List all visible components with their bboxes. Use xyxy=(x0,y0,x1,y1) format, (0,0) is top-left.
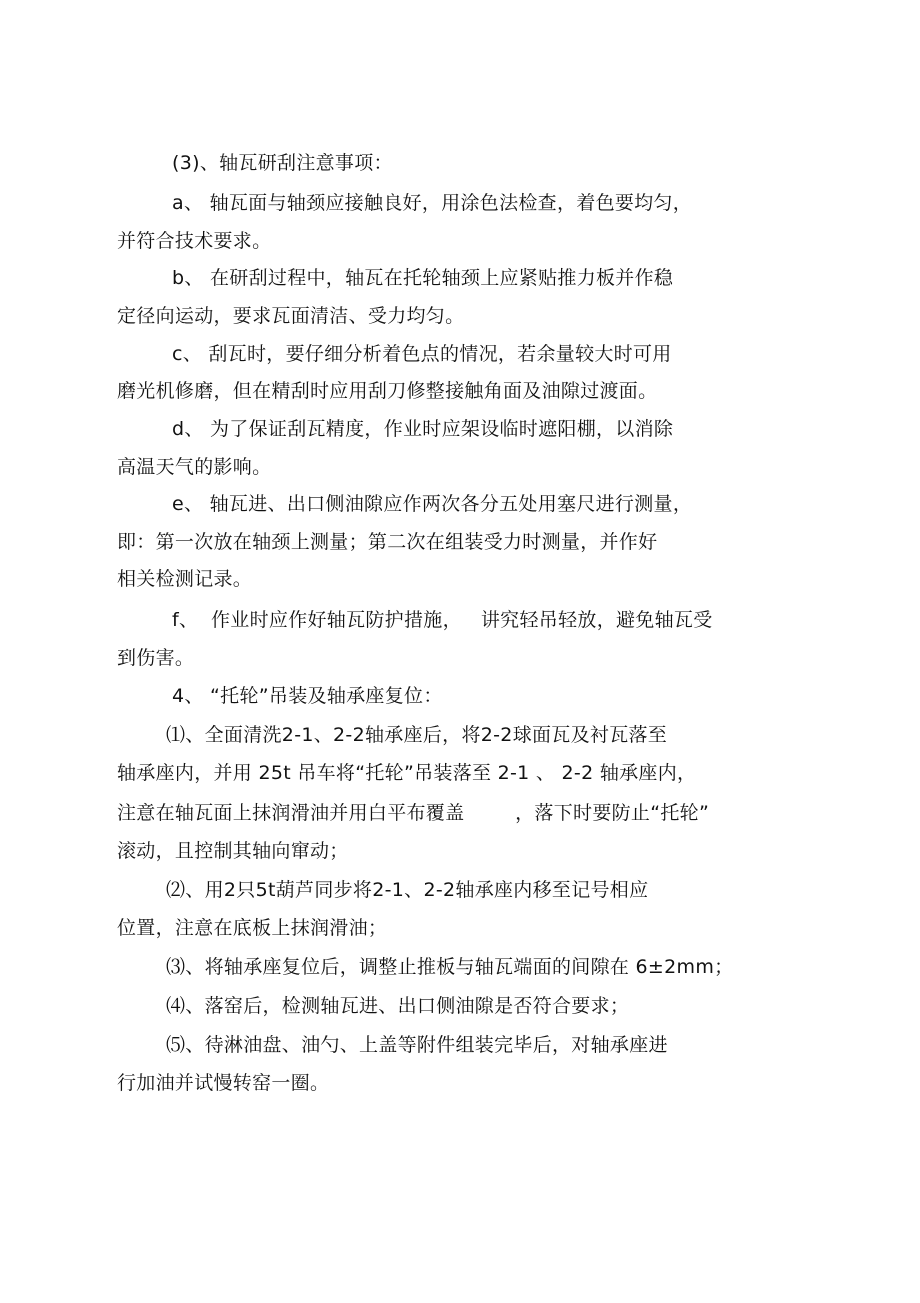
section-heading-4: 4、 “托轮”吊装及轴承座复位： xyxy=(172,685,443,707)
step-5-line-1: ⑸、待淋油盘、油勺、上盖等附件组装完毕后，对轴承座进 xyxy=(166,1034,668,1056)
item-e-line-2: 即：第一次放在轴颈上测量；第二次在组装受力时测量，并作好 xyxy=(117,531,658,553)
item-f-line-2: 到伤害。 xyxy=(117,647,195,669)
step-1-line-3: 注意在轴瓦面上抹润滑油并用白平布覆盖 ，落下时要防止“托轮” xyxy=(117,802,710,824)
step-3-line-1: ⑶、将轴承座复位后，调整止推板与轴瓦端面的间隙在 6±2mm； xyxy=(166,956,734,978)
item-a-line-1: a、 轴瓦面与轴颈应接触良好，用涂色法检查，着色要均匀， xyxy=(172,192,693,214)
item-f-line-1: f、 作业时应作好轴瓦防护措施， 讲究轻吊轻放，避免轴瓦受 xyxy=(172,609,713,631)
item-d-line-1: d、 为了保证刮瓦精度，作业时应架设临时遮阳棚，以消除 xyxy=(172,418,674,440)
item-c-line-1: c、 刮瓦时，要仔细分析着色点的情况，若余量较大时可用 xyxy=(172,343,672,365)
section-heading-3: (3)、轴瓦研刮注意事项： xyxy=(172,152,393,174)
item-d-line-2: 高温天气的影响。 xyxy=(117,456,272,478)
item-e-line-1: e、 轴瓦进、出口侧油隙应作两次各分五处用塞尺进行测量， xyxy=(172,493,693,515)
step-4-line-1: ⑷、落窑后，检测轴瓦进、出口侧油隙是否符合要求； xyxy=(166,995,630,1017)
item-b-line-2: 定径向运动，要求瓦面清洁、受力均匀。 xyxy=(117,305,465,327)
item-a-line-2: 并符合技术要求。 xyxy=(117,230,272,252)
item-b-line-1: b、 在研刮过程中，轴瓦在托轮轴颈上应紧贴推力板并作稳 xyxy=(172,267,674,289)
item-e-line-3: 相关检测记录。 xyxy=(117,568,253,590)
step-1-line-4: 滚动，且控制其轴向窜动； xyxy=(117,840,349,862)
step-5-line-2: 行加油并试慢转窑一圈。 xyxy=(117,1072,330,1094)
step-1-line-1: ⑴、全面清洗2-1、2-2轴承座后，将2-2球面瓦及衬瓦落至 xyxy=(166,724,668,746)
step-1-line-2: 轴承座内，并用 25t 吊车将“托轮”吊装落至 2-1 、 2-2 轴承座内， xyxy=(117,762,697,784)
step-2-line-2: 位置，注意在底板上抹润滑油； xyxy=(117,917,388,939)
step-2-line-1: ⑵、用2只5t葫芦同步将2-1、2-2轴承座内移至记号相应 xyxy=(166,879,649,901)
item-c-line-2: 磨光机修磨，但在精刮时应用刮刀修整接触角面及油隙过渡面。 xyxy=(117,380,658,402)
